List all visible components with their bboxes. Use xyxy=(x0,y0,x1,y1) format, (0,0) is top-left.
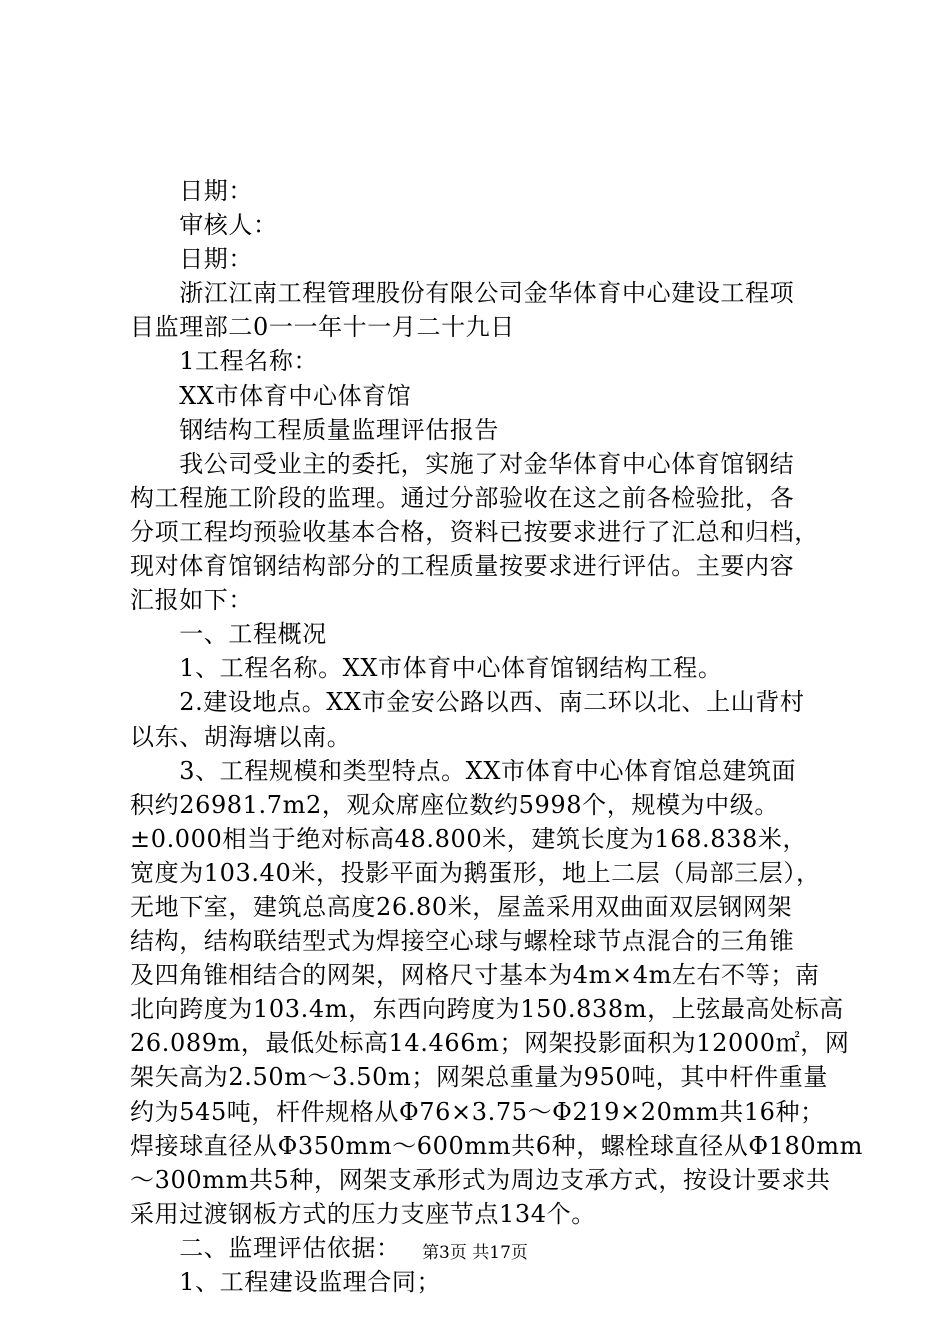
text-line: 宽度为103.40米，投影平面为鹅蛋形，地上二层（局部三层）， xyxy=(130,858,821,887)
text-line: 构工程施工阶段的监理。通过分部验收在这之前各检验批，各 xyxy=(130,483,795,512)
text-line: 我公司受业主的委托，实施了对金华体育中心体育馆钢结 xyxy=(130,449,795,478)
text-line: 积约26981.7m2，观众席座位数约5998个，规模为中级。 xyxy=(130,790,779,819)
text-line: 约为545吨，杆件规格从Φ76×3.75～Φ219×20mm共16种； xyxy=(130,1097,825,1126)
text-line: 1工程名称： xyxy=(130,347,319,376)
text-line: 1、工程建设监理合同； xyxy=(130,1268,442,1296)
text-line: 架矢高为2.50m～3.50m；网架总重量为950吨，其中杆件重量 xyxy=(130,1063,828,1092)
text-line: 浙江江南工程管理股份有限公司金华体育中心建设工程项 xyxy=(130,279,795,308)
text-line: XX市体育中心体育馆 xyxy=(130,381,412,410)
text-line: 审核人： xyxy=(130,211,278,240)
text-line: 及四角锥相结合的网架，网格尺寸基本为4m×4m左右不等；南 xyxy=(130,961,820,990)
text-line: 2.建设地点。XX市金安公路以西、南二环以北、上山背村 xyxy=(130,688,805,717)
text-line: 1、工程名称。XX市体育中心体育馆钢结构工程。 xyxy=(130,654,723,683)
text-line: 日期： xyxy=(130,177,253,205)
text-line: 无地下室，建筑总高度26.80米，屋盖采用双曲面双层钢网架 xyxy=(130,892,793,921)
text-line: 3、工程规模和类型特点。XX市体育中心体育馆总建筑面 xyxy=(130,756,797,785)
text-line: 一、工程概况 xyxy=(130,620,327,649)
text-line: 分项工程均预验收基本合格，资料已按要求进行了汇总和归档， xyxy=(130,517,819,546)
text-line: 日期： xyxy=(130,245,253,274)
text-line: ～300mm共5种，网架支承形式为周边支承方式，按设计要求共 xyxy=(130,1165,831,1194)
text-line: 钢结构工程质量监理评估报告 xyxy=(130,415,499,444)
page-number: 第3页 共17页 xyxy=(422,1243,528,1263)
text-line: 采用过渡钢板方式的压力支座节点134个。 xyxy=(130,1199,596,1228)
text-line: 二、监理评估依据： xyxy=(130,1233,401,1262)
text-line: 焊接球直径从Φ350mm～600mm共6种，螺栓球直径从Φ180mm xyxy=(130,1131,863,1160)
text-line: 26.089m，最低处标高14.466m；网架投影面积为12000㎡，网 xyxy=(130,1029,850,1058)
page-footer xyxy=(0,1243,950,1263)
document-body xyxy=(130,174,863,1299)
text-line: 结构，结构联结型式为焊接空心球与螺栓球节点混合的三角锥 xyxy=(130,927,795,956)
text-line: 目监理部二0一一年十一月二十九日 xyxy=(130,313,515,342)
text-line: 汇报如下： xyxy=(130,586,253,615)
text-line: 北向跨度为103.4m，东西向跨度为150.838m，上弦最高处标高 xyxy=(130,995,844,1024)
text-line: 现对体育馆钢结构部分的工程质量按要求进行评估。主要内容 xyxy=(130,552,795,581)
text-line: 以东、胡海塘以南。 xyxy=(130,722,352,751)
text-line: ±0.000相当于绝对标高48.800米，建筑长度为168.838米， xyxy=(130,824,808,853)
